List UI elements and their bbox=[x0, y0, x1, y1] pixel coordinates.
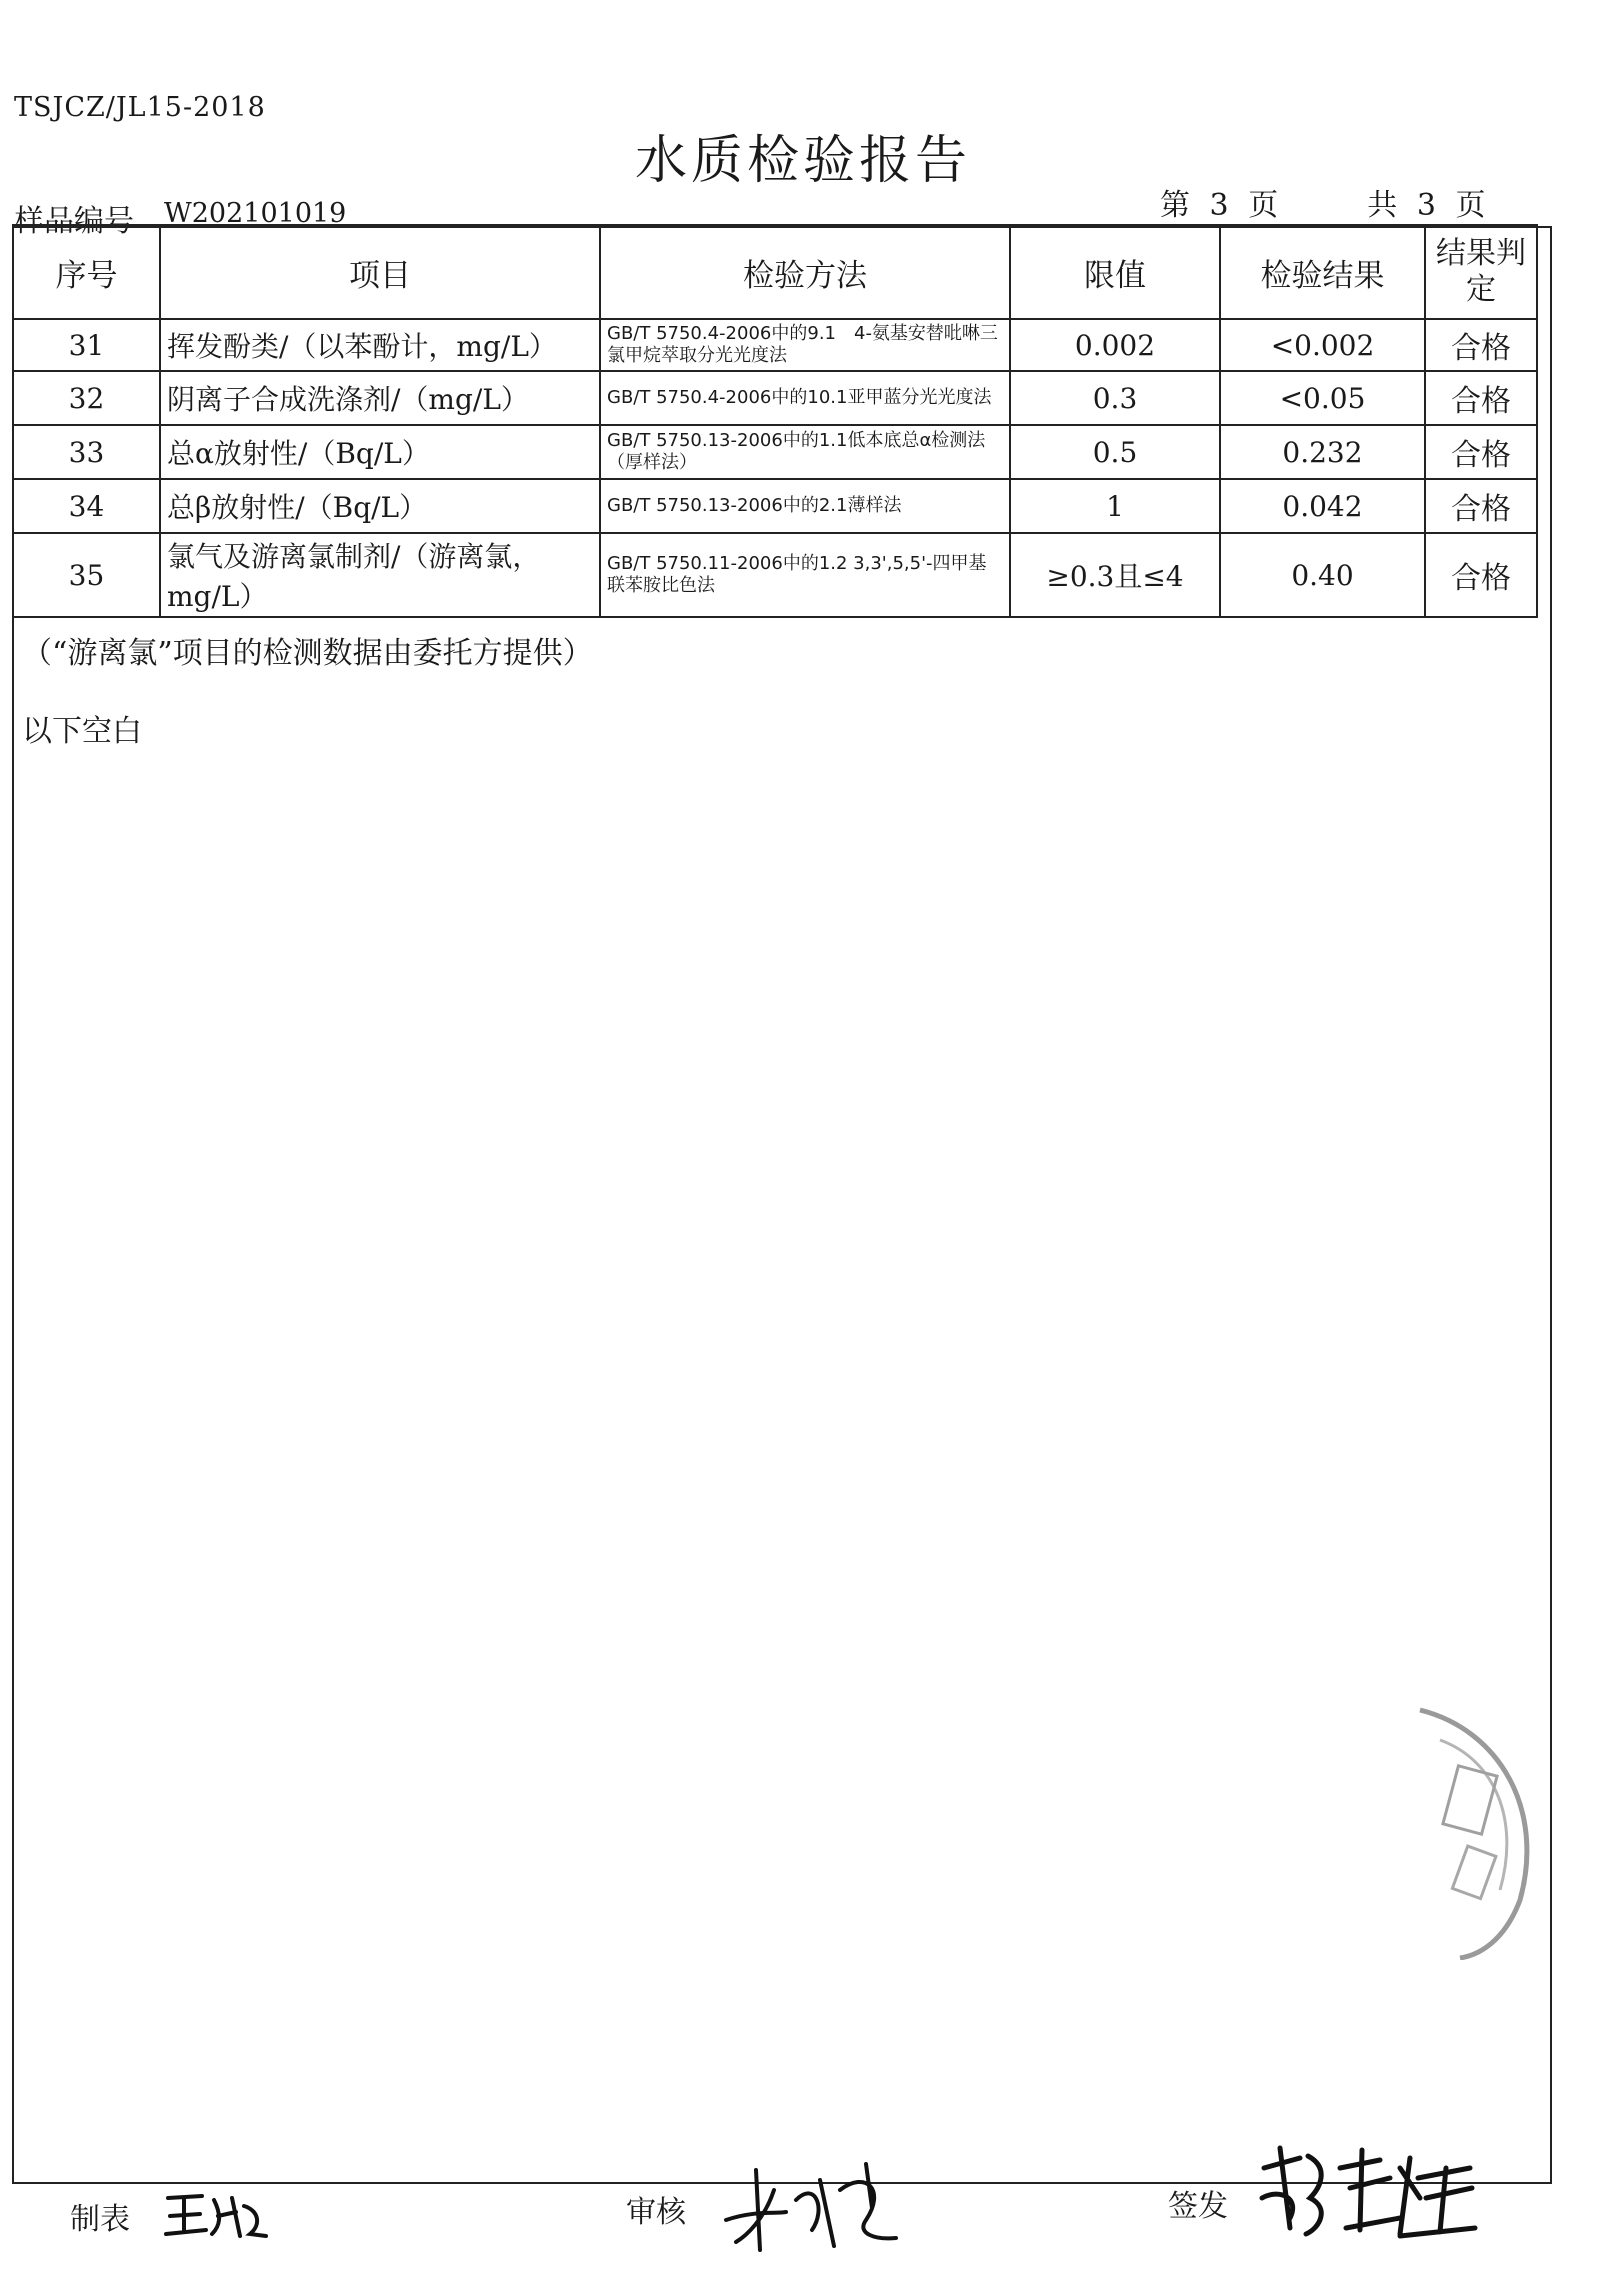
issued-by-signature-icon bbox=[1250, 2138, 1480, 2248]
row-result: 0.232 bbox=[1220, 425, 1425, 479]
row-item: 阴离子合成洗涤剂/（mg/L） bbox=[160, 371, 600, 425]
row-no: 34 bbox=[13, 479, 160, 533]
row-result: 0.042 bbox=[1220, 479, 1425, 533]
row-item: 氯气及游离氯制剂/（游离氯，mg/L） bbox=[160, 533, 600, 617]
reviewed-by-label: 审核 bbox=[626, 2195, 686, 2230]
row-no: 33 bbox=[13, 425, 160, 479]
row-method: GB/T 5750.13-2006中的2.1薄样法 bbox=[600, 479, 1010, 533]
row-judgement: 合格 bbox=[1425, 533, 1537, 617]
row-item: 总α放射性/（Bq/L） bbox=[160, 425, 600, 479]
row-judgement: 合格 bbox=[1425, 371, 1537, 425]
provider-note: （“游离氯”项目的检测数据由委托方提供） bbox=[22, 636, 593, 671]
row-limit: 1 bbox=[1010, 479, 1220, 533]
row-item: 挥发酚类/（以苯酚计，mg/L） bbox=[160, 319, 600, 371]
row-limit: 0.5 bbox=[1010, 425, 1220, 479]
row-item: 总β放射性/（Bq/L） bbox=[160, 479, 600, 533]
table-header-row bbox=[13, 225, 1537, 319]
row-judgement: 合格 bbox=[1425, 319, 1537, 371]
row-limit: 0.3 bbox=[1010, 371, 1220, 425]
table-row bbox=[13, 319, 1537, 371]
total-word: 共 bbox=[1367, 188, 1398, 223]
row-method: GB/T 5750.4-2006中的9.1 4-氨基安替吡啉三氯甲烷萃取分光光度法 bbox=[600, 319, 1010, 371]
table-row bbox=[13, 479, 1537, 533]
results-table bbox=[12, 224, 1538, 618]
table-row bbox=[13, 533, 1537, 617]
row-method: GB/T 5750.4-2006中的10.1亚甲蓝分光光度法 bbox=[600, 371, 1010, 425]
row-result: 0.40 bbox=[1220, 533, 1425, 617]
page-indicator bbox=[1160, 180, 1485, 224]
header-judgement: 结果判定 bbox=[1425, 225, 1537, 319]
row-method: GB/T 5750.13-2006中的1.1低本底总α检测法（厚样法） bbox=[600, 425, 1010, 479]
table-row bbox=[13, 425, 1537, 479]
row-no: 32 bbox=[13, 371, 160, 425]
table-row bbox=[13, 371, 1537, 425]
header-method: 检验方法 bbox=[600, 225, 1010, 319]
total-unit: 页 bbox=[1455, 188, 1486, 223]
prepared-by-signature-icon bbox=[162, 2186, 272, 2242]
row-limit: ≥0.3且≤4 bbox=[1010, 533, 1220, 617]
sample-number-label: 样品编号 bbox=[14, 204, 134, 239]
page-total: 3 bbox=[1416, 188, 1436, 223]
document-code: TSJCZ/JL15-2018 bbox=[14, 92, 266, 123]
header-item: 项目 bbox=[160, 225, 600, 319]
row-judgement: 合格 bbox=[1425, 425, 1537, 479]
row-result: <0.05 bbox=[1220, 371, 1425, 425]
report-title: 水质检验报告 bbox=[634, 131, 971, 191]
row-method: GB/T 5750.11-2006中的1.2 3,3',5,5'-四甲基联苯胺比色法 bbox=[600, 533, 1010, 617]
page-word: 第 bbox=[1160, 188, 1190, 223]
seal-stamp-icon bbox=[1380, 1700, 1550, 1960]
row-result: <0.002 bbox=[1220, 319, 1425, 371]
prepared-by-label: 制表 bbox=[70, 2202, 130, 2237]
reviewed-by-signature-icon bbox=[716, 2150, 916, 2260]
blank-below-note: 以下空白 bbox=[22, 714, 142, 749]
row-no: 35 bbox=[13, 533, 160, 617]
row-judgement: 合格 bbox=[1425, 479, 1537, 533]
header-limit: 限值 bbox=[1010, 225, 1220, 319]
page-unit: 页 bbox=[1248, 188, 1279, 223]
row-limit: 0.002 bbox=[1010, 319, 1220, 371]
header-result: 检验结果 bbox=[1220, 225, 1425, 319]
header-no: 序号 bbox=[13, 225, 160, 319]
row-no: 31 bbox=[13, 319, 160, 371]
sample-number-value: W202101019 bbox=[164, 198, 347, 229]
page-current: 3 bbox=[1209, 188, 1229, 223]
issued-by-label: 签发 bbox=[1168, 2189, 1228, 2224]
